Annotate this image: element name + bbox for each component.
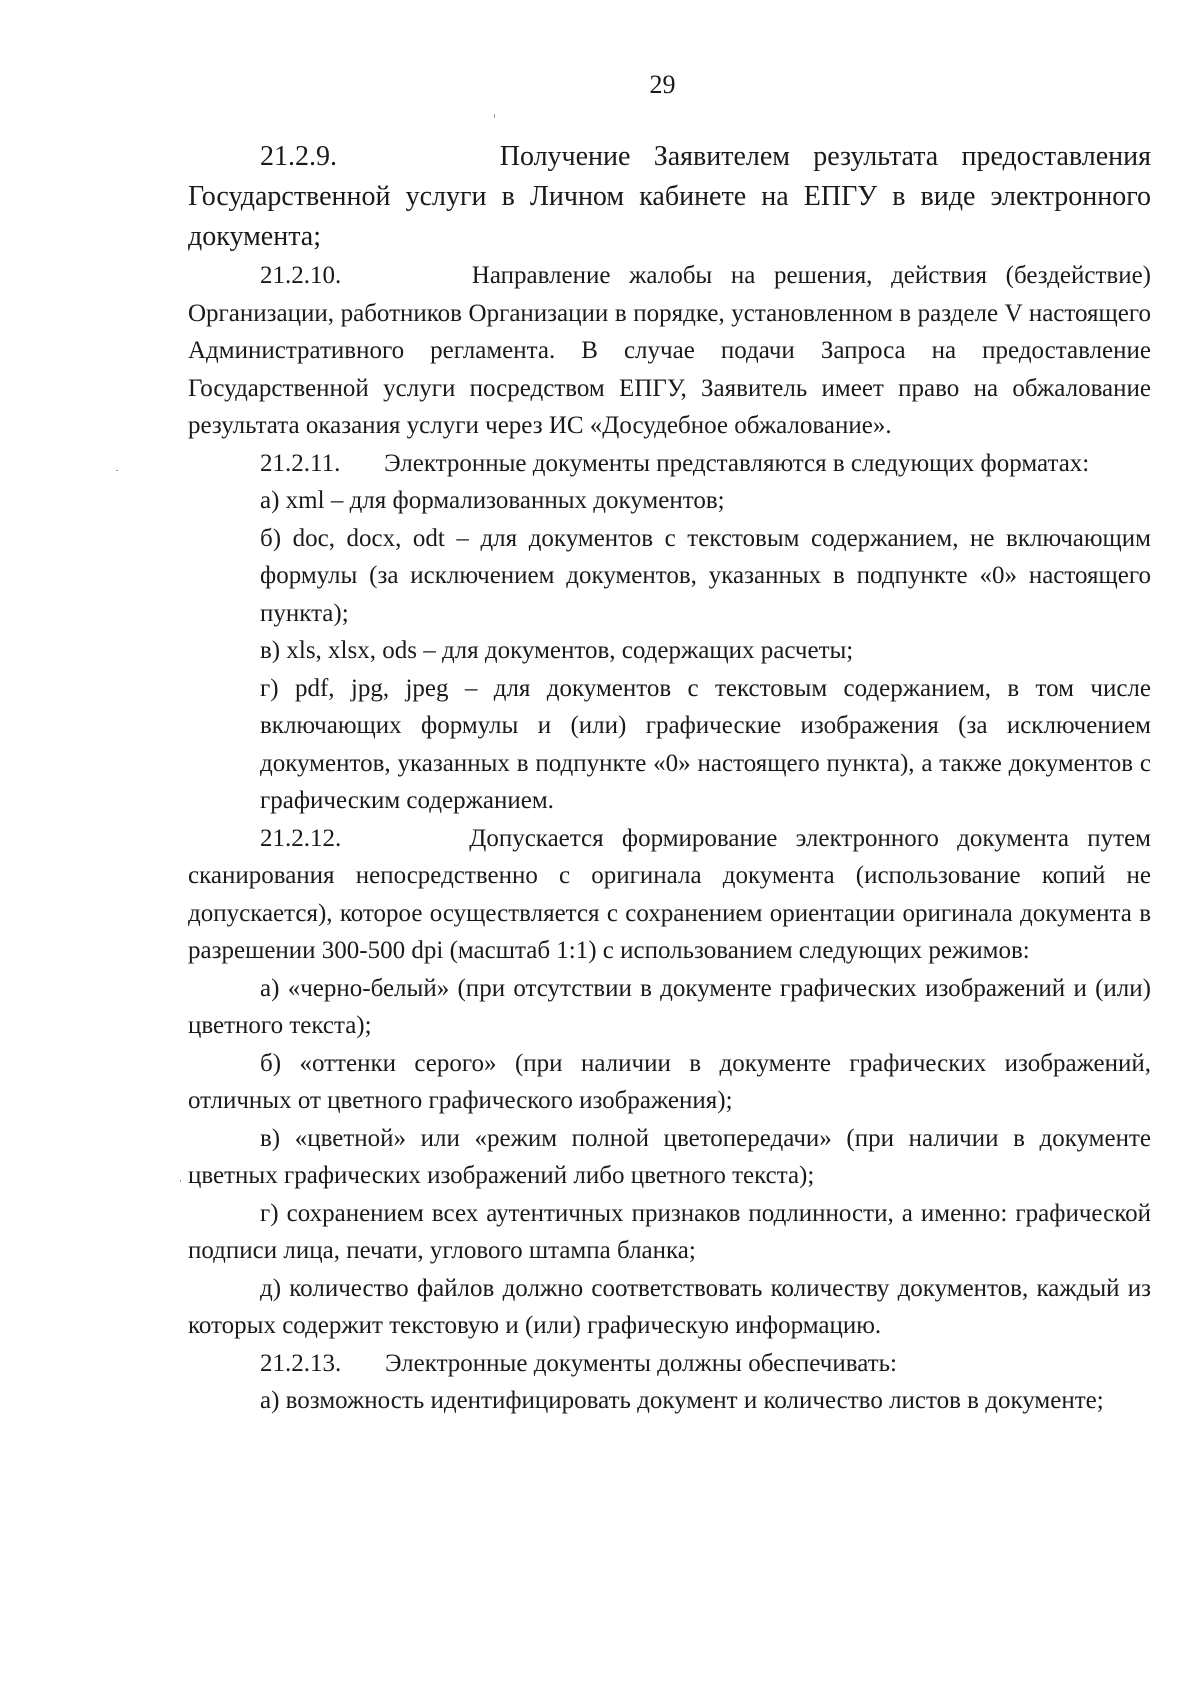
paragraph-21-2-13: 21.2.13. Электронные документы должны обеспечивать:: [260, 1349, 897, 1377]
list-item-doc: б) doc, docx, odt – для документов с текстовым содержанием, не включающим формулы (за исключением документов, указанных в подпункте «0» настоящего пункта);: [260, 524, 1151, 627]
list-item-black-white: а) «черно-белый» (при отсутствии в документе графических изображений и (или) цветного текста);: [188, 974, 1151, 1039]
scan-artifact-left-lower: [180, 1180, 181, 1182]
paragraph-21-2-12: 21.2.12. Допускается формирование электронного документа путем сканирования непосредственно с оригинала документа (использование копий не допускается), которое осуществляется с сохранением ориентации оригинала документа в разрешении 300-500 dpi (масштаб 1:1) с использованием следующих режимов:: [188, 824, 1151, 964]
scan-artifact-left: [116, 470, 118, 471]
scan-artifact-top: [494, 114, 495, 118]
paragraph-21-2-10: 21.2.10. Направление жалобы на решения, действия (бездействие) Организации, работников Организации в порядке, установленном в разделе V настоящего Административного регламента. В случае подачи Запроса на предоставление Государственной услуги посредством ЕПГУ, Заявитель имеет право на обжалование результата оказания услуги через ИС «Досудебное обжалование».: [188, 262, 1151, 439]
paragraph-21-2-9: 21.2.9. Получение Заявителем результата предоставления Государственной услуги в Личном кабинете на ЕПГУ в виде электронного документа;: [188, 141, 1151, 252]
list-item-xls: в) xls, xlsx, ods – для документов, содержащих расчеты;: [260, 637, 854, 664]
list-item-identify-document: а) возможность идентифицировать документ и количество листов в документе;: [260, 1387, 1104, 1414]
list-item-authenticity: г) сохранением всех аутентичных признаков подлинности, а именно: графической подписи лица, печати, углового штампа бланка;: [188, 1199, 1151, 1264]
list-item-file-count: д) количество файлов должно соответствовать количеству документов, каждый из которых содержит текстовую и (или) графическую информацию.: [188, 1274, 1151, 1339]
list-item-grayscale: б) «оттенки серого» (при наличии в документе графических изображений, отличных от цветного графического изображения);: [188, 1049, 1151, 1114]
page-number: 29: [649, 70, 676, 99]
paragraph-21-2-11: 21.2.11. Электронные документы представляются в следующих форматах:: [260, 449, 1090, 477]
list-item-color: в) «цветной» или «режим полной цветопередачи» (при наличии в документе цветных графических изображений либо цветного текста);: [188, 1124, 1151, 1189]
list-item-xml: а) xml – для формализованных документов;: [260, 487, 725, 514]
document-body: [188, 137, 1151, 1420]
list-item-pdf: г) pdf, jpg, jpeg – для документов с текстовым содержанием, в том числе включающих формулы и (или) графические изображения (за исключением документов, указанных в подпункте «0» настоящего пункта), а также документов с графическим содержанием.: [260, 674, 1151, 814]
